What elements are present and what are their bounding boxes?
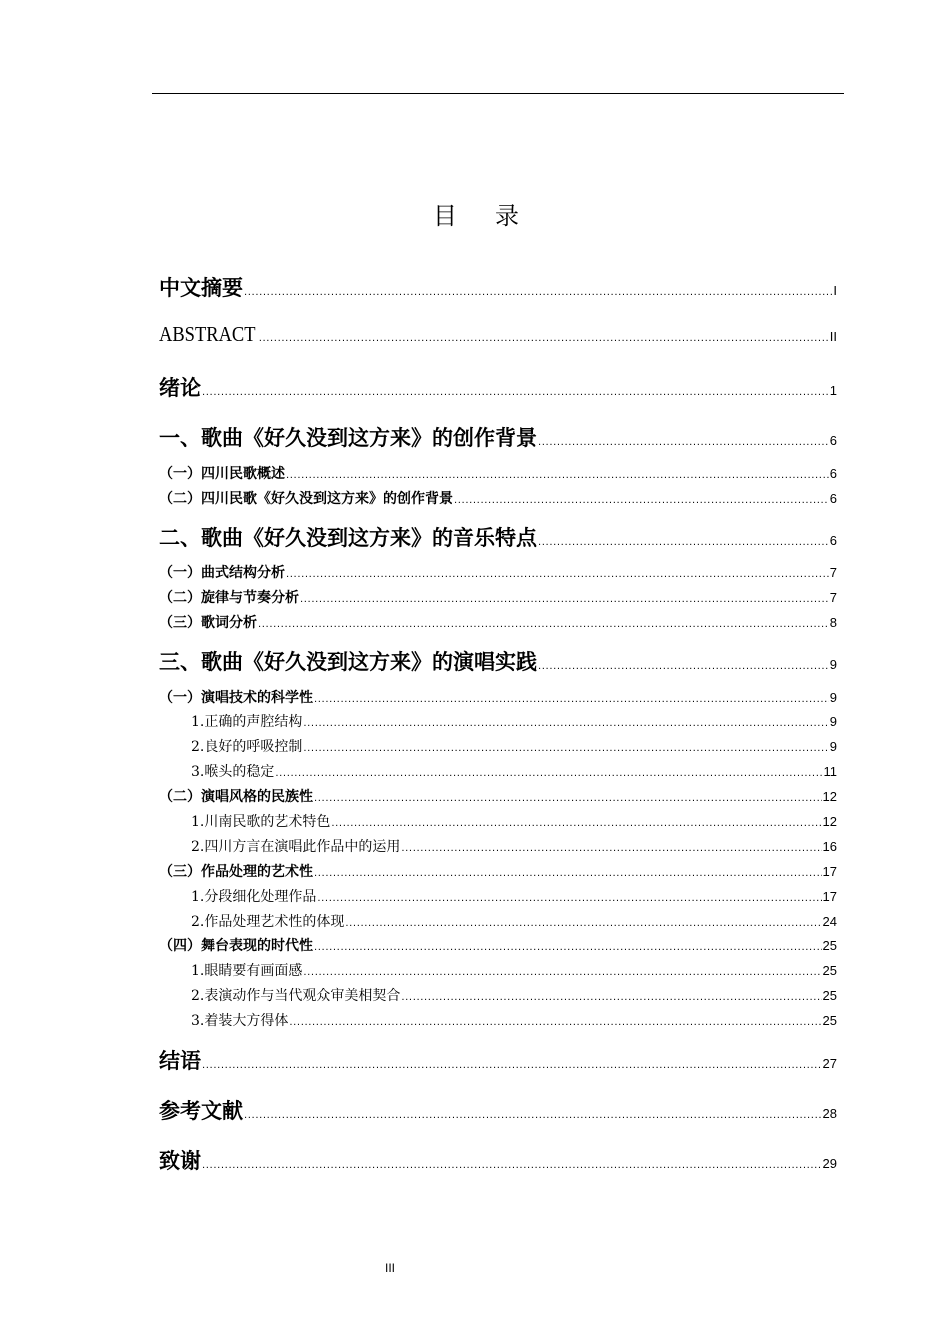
toc-entry[interactable] [159, 1145, 837, 1175]
toc-entry[interactable] [159, 1010, 837, 1030]
toc-entry-page: 9 [829, 714, 837, 729]
toc-entry-page: 12 [822, 789, 837, 804]
dot-leader [300, 594, 829, 605]
toc-entry-label: 1.正确的声腔结构 [191, 714, 303, 730]
toc-entry-page: 25 [822, 988, 837, 1003]
toc-entry-label: 参考文献 [159, 1099, 243, 1123]
dot-leader [202, 387, 829, 398]
toc-entry[interactable] [159, 836, 837, 856]
toc-entry-page: 7 [829, 565, 837, 580]
toc-entry-label: 三、歌曲《好久没到这方来》的演唱实践 [159, 650, 537, 674]
toc-entry-page: 25 [822, 963, 837, 978]
toc-entry[interactable] [159, 272, 837, 302]
toc-entry-label: （一）曲式结构分析 [159, 565, 285, 581]
toc-entry-label: 1.川南民歌的艺术特色 [191, 814, 331, 830]
toc-entry-label: 2.表演动作与当代观众审美相契合 [191, 988, 401, 1004]
dot-leader [202, 1160, 822, 1171]
dot-leader [303, 718, 828, 729]
dot-leader [314, 868, 822, 879]
toc-entry[interactable] [159, 562, 837, 582]
header-rule [152, 93, 844, 94]
toc-entry-label: （三）作品处理的艺术性 [159, 864, 313, 880]
toc-entry[interactable] [159, 786, 837, 806]
toc-entry-label: 3.喉头的稳定 [191, 764, 275, 780]
toc-entry-page: 29 [822, 1156, 837, 1171]
toc-entry-page: 7 [829, 590, 837, 605]
dot-leader [258, 619, 829, 630]
toc-entry-page: 28 [822, 1106, 837, 1121]
toc-entry[interactable] [159, 736, 837, 756]
toc-entry-label: （二）旋律与节奏分析 [159, 590, 299, 606]
toc-entry[interactable] [159, 322, 837, 347]
toc-entry[interactable] [159, 372, 837, 402]
toc-entry[interactable] [159, 587, 837, 607]
toc-entry[interactable] [159, 861, 837, 881]
toc-entry[interactable] [159, 687, 837, 707]
toc-entry-page: 25 [822, 938, 837, 953]
dot-leader [401, 992, 821, 1003]
dot-leader [244, 1110, 822, 1121]
dot-leader [202, 1060, 822, 1071]
toc-entry-label: （一）四川民歌概述 [159, 466, 285, 482]
toc-entry-label: 2.良好的呼吸控制 [191, 739, 303, 755]
toc-entry-page: 1 [829, 383, 837, 398]
toc-entry[interactable] [159, 1045, 837, 1075]
dot-leader [259, 333, 829, 344]
toc-entry[interactable] [159, 985, 837, 1005]
toc-entry-page: 12 [822, 814, 837, 829]
toc-entry[interactable] [159, 612, 837, 632]
toc-entry-page: 17 [822, 864, 837, 879]
dot-leader [538, 537, 829, 548]
toc-entry-label: ABSTRACT [159, 322, 256, 346]
toc-entry[interactable] [159, 811, 837, 831]
toc-entry-label: （一）演唱技术的科学性 [159, 690, 313, 706]
toc-entry-page: 27 [822, 1056, 837, 1071]
toc-entry-label: 2.作品处理艺术性的体现 [191, 914, 345, 930]
toc-entry-page: 6 [829, 433, 837, 448]
toc-entry-label: 致谢 [159, 1149, 201, 1173]
toc-entry-page: II [829, 329, 837, 344]
toc-entry-page: 17 [822, 889, 837, 904]
toc-entry-label: 绪论 [159, 376, 201, 400]
toc-entry-label: 3.着装大方得体 [191, 1013, 289, 1029]
toc-entry-label: 1.分段细化处理作品 [191, 889, 317, 905]
toc-entry-page: 16 [822, 839, 837, 854]
dot-leader [314, 694, 829, 705]
toc-entry-label: 结语 [159, 1049, 201, 1073]
dot-leader [401, 843, 821, 854]
toc-entry[interactable] [159, 911, 837, 931]
page-title: 目录 [433, 202, 557, 230]
dot-leader [317, 893, 821, 904]
toc-entry-page: 6 [829, 466, 837, 481]
toc-entry-page: 11 [823, 764, 837, 779]
dot-leader [286, 470, 829, 481]
toc-entry-label: 1.眼睛要有画面感 [191, 963, 303, 979]
toc-entry[interactable] [159, 960, 837, 980]
toc-entry[interactable] [159, 646, 837, 676]
dot-leader [538, 661, 829, 672]
dot-leader [331, 818, 821, 829]
toc-entry[interactable] [159, 522, 837, 552]
toc-entry-label: （三）歌词分析 [159, 615, 257, 631]
toc-entry-page: 9 [829, 690, 837, 705]
toc-entry[interactable] [159, 463, 837, 483]
toc-entry-label: 一、歌曲《好久没到这方来》的创作背景 [159, 426, 537, 450]
dot-leader [314, 942, 822, 953]
toc-entry[interactable] [159, 488, 837, 508]
dot-leader [314, 793, 822, 804]
toc-entry[interactable] [159, 711, 837, 731]
dot-leader [303, 743, 828, 754]
toc-entry-page: 9 [829, 739, 837, 754]
dot-leader [275, 768, 822, 779]
toc-entry-label: 中文摘要 [159, 276, 243, 300]
dot-leader [345, 918, 821, 929]
toc-entry[interactable] [159, 422, 837, 452]
toc-entry-label: 二、歌曲《好久没到这方来》的音乐特点 [159, 526, 537, 550]
toc-entry-page: 6 [829, 491, 837, 506]
dot-leader [454, 495, 829, 506]
toc-entry-page: 24 [822, 914, 837, 929]
dot-leader [289, 1017, 821, 1028]
dot-leader [244, 287, 832, 298]
page-number: III [384, 1261, 395, 1275]
toc-entry-page: 9 [829, 657, 837, 672]
toc-entry[interactable] [159, 761, 837, 781]
toc-entry-page: I [833, 283, 837, 298]
toc-entry[interactable] [159, 935, 837, 955]
toc-entry-label: （二）演唱风格的民族性 [159, 789, 313, 805]
toc-entry-page: 25 [822, 1013, 837, 1028]
dot-leader [303, 967, 821, 978]
toc-entry-page: 8 [829, 615, 837, 630]
toc-entry-label: （二）四川民歌《好久没到这方来》的创作背景 [159, 491, 453, 507]
toc-entry-label: 2.四川方言在演唱此作品中的运用 [191, 839, 401, 855]
toc-entry-page: 6 [829, 533, 837, 548]
toc-entry[interactable] [159, 886, 837, 906]
dot-leader [286, 569, 829, 580]
toc-entry[interactable] [159, 1095, 837, 1125]
toc-entry-label: （四）舞台表现的时代性 [159, 938, 313, 954]
dot-leader [538, 437, 829, 448]
